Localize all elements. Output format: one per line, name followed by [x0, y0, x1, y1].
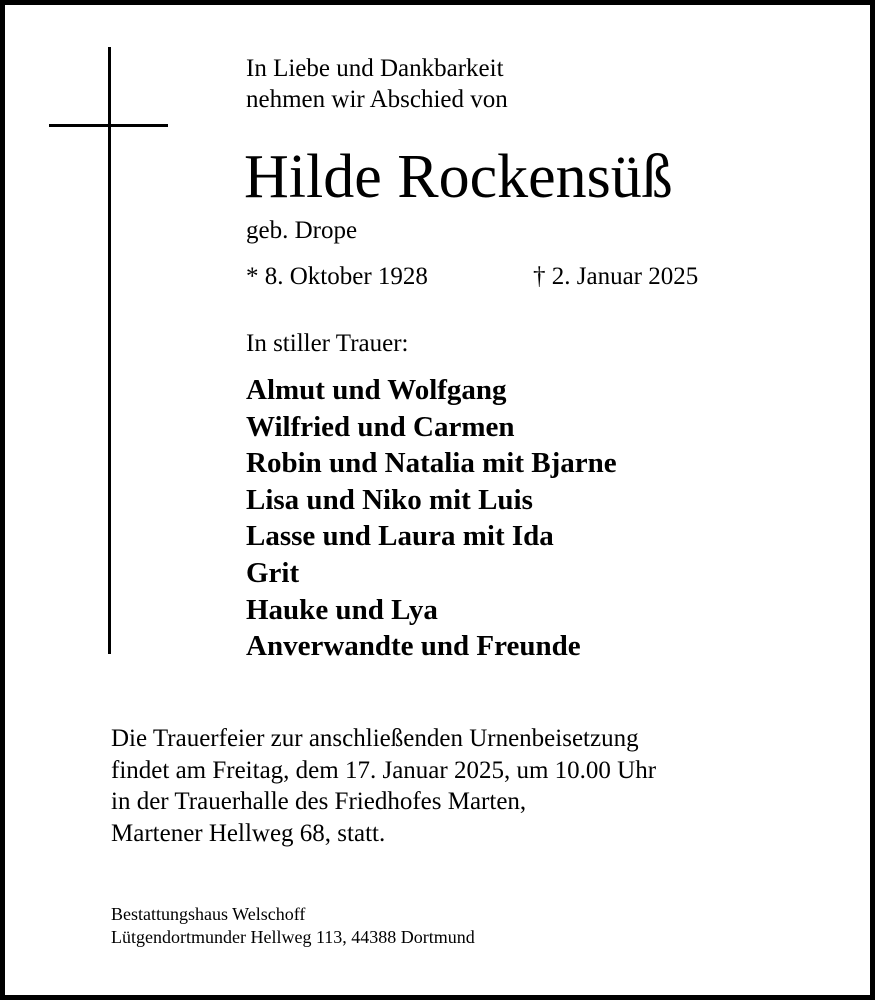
- mourner-item: Lasse und Laura mit Ida: [246, 520, 554, 553]
- mourners-list: [246, 372, 617, 665]
- cross-horizontal-bar: [49, 124, 168, 127]
- birth-date: * 8. Oktober 1928: [246, 263, 428, 290]
- service-line-3: in der Trauerhalle des Friedhofes Marten,: [111, 788, 527, 815]
- funeral-home-address: Lütgendortmunder Hellweg 113, 44388 Dortmund: [111, 927, 475, 947]
- service-line-1: Die Trauerfeier zur anschließenden Urnenbeisetzung: [111, 725, 639, 752]
- deceased-name: Hilde Rockensüß: [244, 143, 673, 211]
- mourner-item: Anverwandte und Freunde: [246, 630, 581, 663]
- mourner-item: Grit: [246, 556, 300, 589]
- mourner-item: Wilfried und Carmen: [246, 410, 515, 443]
- intro-text: [246, 53, 508, 115]
- intro-line-1: In Liebe und Dankbarkeit: [246, 55, 504, 82]
- funeral-home-name: Bestattungshaus Welschoff: [111, 904, 306, 924]
- service-line-4: Martener Hellweg 68, statt.: [111, 819, 386, 847]
- maiden-name: geb. Drope: [246, 217, 358, 244]
- mourner-item: Almut und Wolfgang: [246, 374, 507, 406]
- cross-vertical-bar: [108, 47, 111, 654]
- mourner-item: Robin und Natalia mit Bjarne: [246, 447, 617, 480]
- mourning-label: In stiller Trauer:: [246, 330, 409, 357]
- mourner-item: Hauke und Lya: [246, 593, 438, 626]
- service-info: [111, 723, 656, 849]
- funeral-home-info: [111, 903, 475, 949]
- mourner-item: Lisa und Niko mit Luis: [246, 483, 533, 516]
- service-line-2: findet am Freitag, dem 17. Januar 2025, um 10.00 Uhr: [111, 756, 657, 784]
- death-date: † 2. Januar 2025: [533, 263, 699, 290]
- intro-line-2: nehmen wir Abschied von: [246, 86, 508, 113]
